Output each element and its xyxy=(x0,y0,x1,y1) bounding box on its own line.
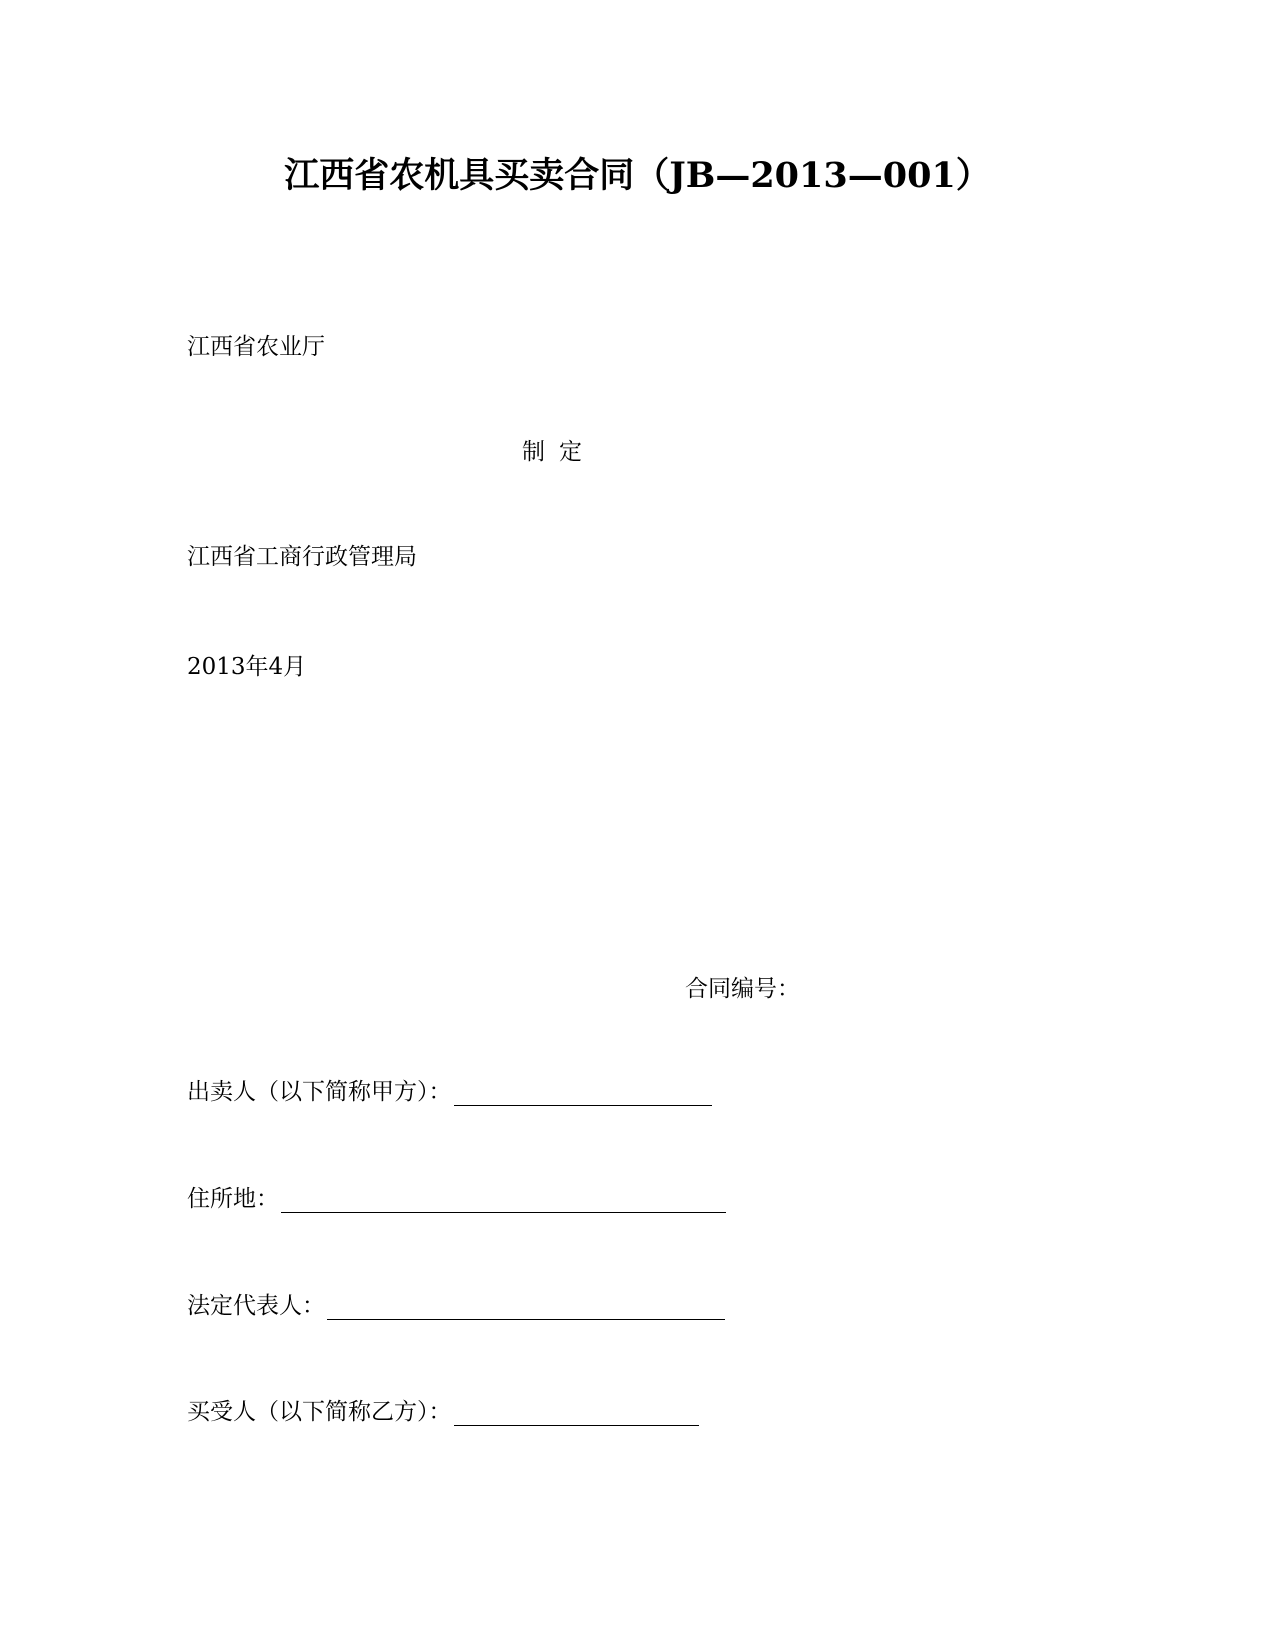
seller-blank-line[interactable] xyxy=(454,1079,712,1106)
document-title: 江西省农机具买卖合同（JB—2013—001） xyxy=(284,155,991,196)
issuer-commerce-bureau: 江西省工商行政管理局 xyxy=(187,544,417,570)
legal-rep-label: 法定代表人： xyxy=(187,1293,325,1319)
contract-number-label: 合同编号： xyxy=(685,976,800,1002)
buyer-field xyxy=(187,1393,699,1426)
address-label: 住所地： xyxy=(187,1186,279,1212)
legal-rep-field xyxy=(187,1287,725,1320)
buyer-blank-line[interactable] xyxy=(454,1399,699,1426)
issue-date: 2013年4月 xyxy=(187,654,307,680)
buyer-label: 买受人（以下简称乙方）： xyxy=(187,1399,452,1425)
issuer-agriculture-department: 江西省农业厅 xyxy=(187,334,325,360)
issued-label: 制定 xyxy=(522,439,596,465)
legal-rep-blank-line[interactable] xyxy=(327,1293,725,1320)
seller-field xyxy=(187,1073,712,1106)
seller-label: 出卖人（以下简称甲方）： xyxy=(187,1079,452,1105)
address-blank-line[interactable] xyxy=(281,1186,726,1213)
address-field xyxy=(187,1180,726,1213)
